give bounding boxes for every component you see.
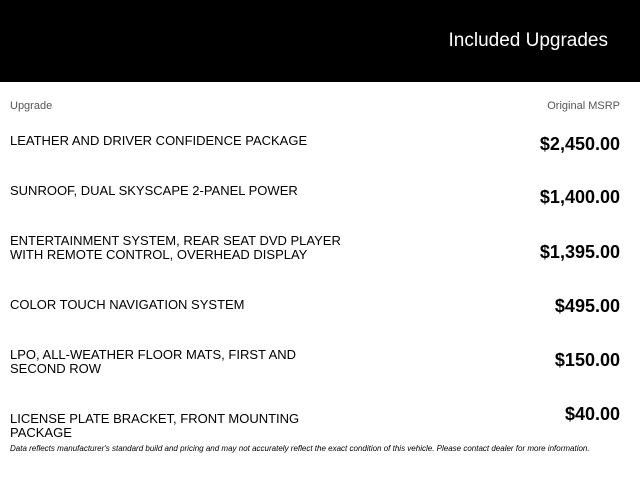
disclaimer-text: Data reflects manufacturer's standard build and pricing and may not accurately reflect the exact condition of this vehicle. Please contact dealer for more information. xyxy=(10,444,590,453)
column-header-upgrade: Upgrade xyxy=(10,100,53,112)
upgrade-price: $40.00 xyxy=(564,404,620,424)
upgrade-price: $2,450.00 xyxy=(539,134,620,154)
upgrade-name: LICENSE PLATE BRACKET, FRONT MOUNTING PACKAGE xyxy=(10,411,300,440)
upgrade-price: $495.00 xyxy=(554,296,620,316)
upgrade-name: SUNROOF, DUAL SKYSCAPE 2-PANEL POWER xyxy=(10,183,298,198)
page-title: Included Upgrades xyxy=(448,30,608,51)
upgrade-name: ENTERTAINMENT SYSTEM, REAR SEAT DVD PLAYER WITH REMOTE CONTROL, OVERHEAD DISPLAY xyxy=(10,233,341,262)
upgrade-name: COLOR TOUCH NAVIGATION SYSTEM xyxy=(10,297,245,312)
column-header-msrp: Original MSRP xyxy=(547,100,620,112)
upgrade-price: $1,400.00 xyxy=(539,187,620,207)
header-bar xyxy=(0,0,640,82)
upgrade-name: LEATHER AND DRIVER CONFIDENCE PACKAGE xyxy=(10,133,308,148)
upgrade-name: LPO, ALL-WEATHER FLOOR MATS, FIRST AND SECOND ROW xyxy=(10,347,297,376)
upgrade-price: $1,395.00 xyxy=(539,242,620,262)
upgrade-price: $150.00 xyxy=(554,350,620,370)
